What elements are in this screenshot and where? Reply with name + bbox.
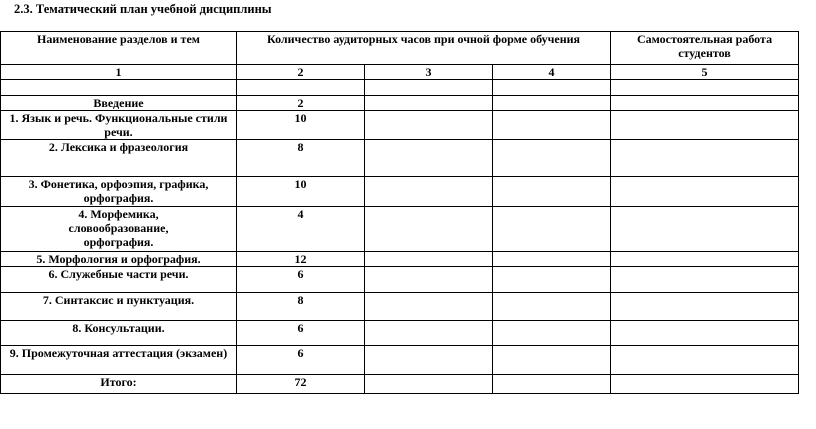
section-name: 5. Морфология и орфография. bbox=[1, 252, 237, 267]
column-number-row bbox=[1, 65, 799, 80]
section-name: 4. Морфемика, словообразование, орфография. bbox=[1, 207, 237, 252]
section-hours: 8 bbox=[237, 140, 365, 177]
column-number: 2 bbox=[237, 65, 365, 80]
section-hours: 6 bbox=[237, 346, 365, 375]
column-number: 5 bbox=[611, 65, 799, 80]
table-row bbox=[1, 140, 799, 177]
table-row bbox=[1, 346, 799, 375]
header-self-study: Самостоятельная работа студентов bbox=[611, 32, 799, 65]
table-row bbox=[1, 293, 799, 321]
column-number: 4 bbox=[493, 65, 611, 80]
column-number: 1 bbox=[1, 65, 237, 80]
total-hours: 72 bbox=[237, 375, 365, 394]
section-name: 7. Синтаксис и пунктуация. bbox=[1, 293, 237, 321]
section-hours: 10 bbox=[237, 177, 365, 207]
table-row bbox=[1, 321, 799, 346]
section-hours: 4 bbox=[237, 207, 365, 252]
header-row bbox=[1, 32, 799, 65]
section-name: 8. Консультации. bbox=[1, 321, 237, 346]
section-name: 6. Служебные части речи. bbox=[1, 267, 237, 293]
section-hours: 12 bbox=[237, 252, 365, 267]
table-row bbox=[1, 252, 799, 267]
section-hours: 6 bbox=[237, 321, 365, 346]
section-hours: 6 bbox=[237, 267, 365, 293]
section-name: Введение bbox=[1, 96, 237, 111]
table-row bbox=[1, 111, 799, 140]
total-label: Итого: bbox=[1, 375, 237, 394]
total-row bbox=[1, 375, 799, 394]
section-hours: 10 bbox=[237, 111, 365, 140]
section-hours: 2 bbox=[237, 96, 365, 111]
section-name: 1. Язык и речь. Функциональные стили речи. bbox=[1, 111, 237, 140]
header-section-name: Наименование разделов и тем bbox=[1, 32, 237, 65]
table-row bbox=[1, 207, 799, 252]
section-name: 9. Промежуточная аттестация (экзамен) bbox=[1, 346, 237, 375]
table-row bbox=[1, 267, 799, 293]
column-number: 3 bbox=[365, 65, 493, 80]
document-title: 2.3. Тематический план учебной дисциплины bbox=[14, 2, 272, 16]
header-auditory-hours: Количество аудиторных часов при очной форме обучения bbox=[237, 32, 611, 65]
empty-row bbox=[1, 80, 799, 96]
section-name: 2. Лексика и фразеология bbox=[1, 140, 237, 177]
table-row bbox=[1, 177, 799, 207]
section-name: 3. Фонетика, орфоэпия, графика, орфография. bbox=[1, 177, 237, 207]
thematic-plan-table bbox=[0, 31, 799, 394]
section-hours: 8 bbox=[237, 293, 365, 321]
table-row bbox=[1, 96, 799, 111]
